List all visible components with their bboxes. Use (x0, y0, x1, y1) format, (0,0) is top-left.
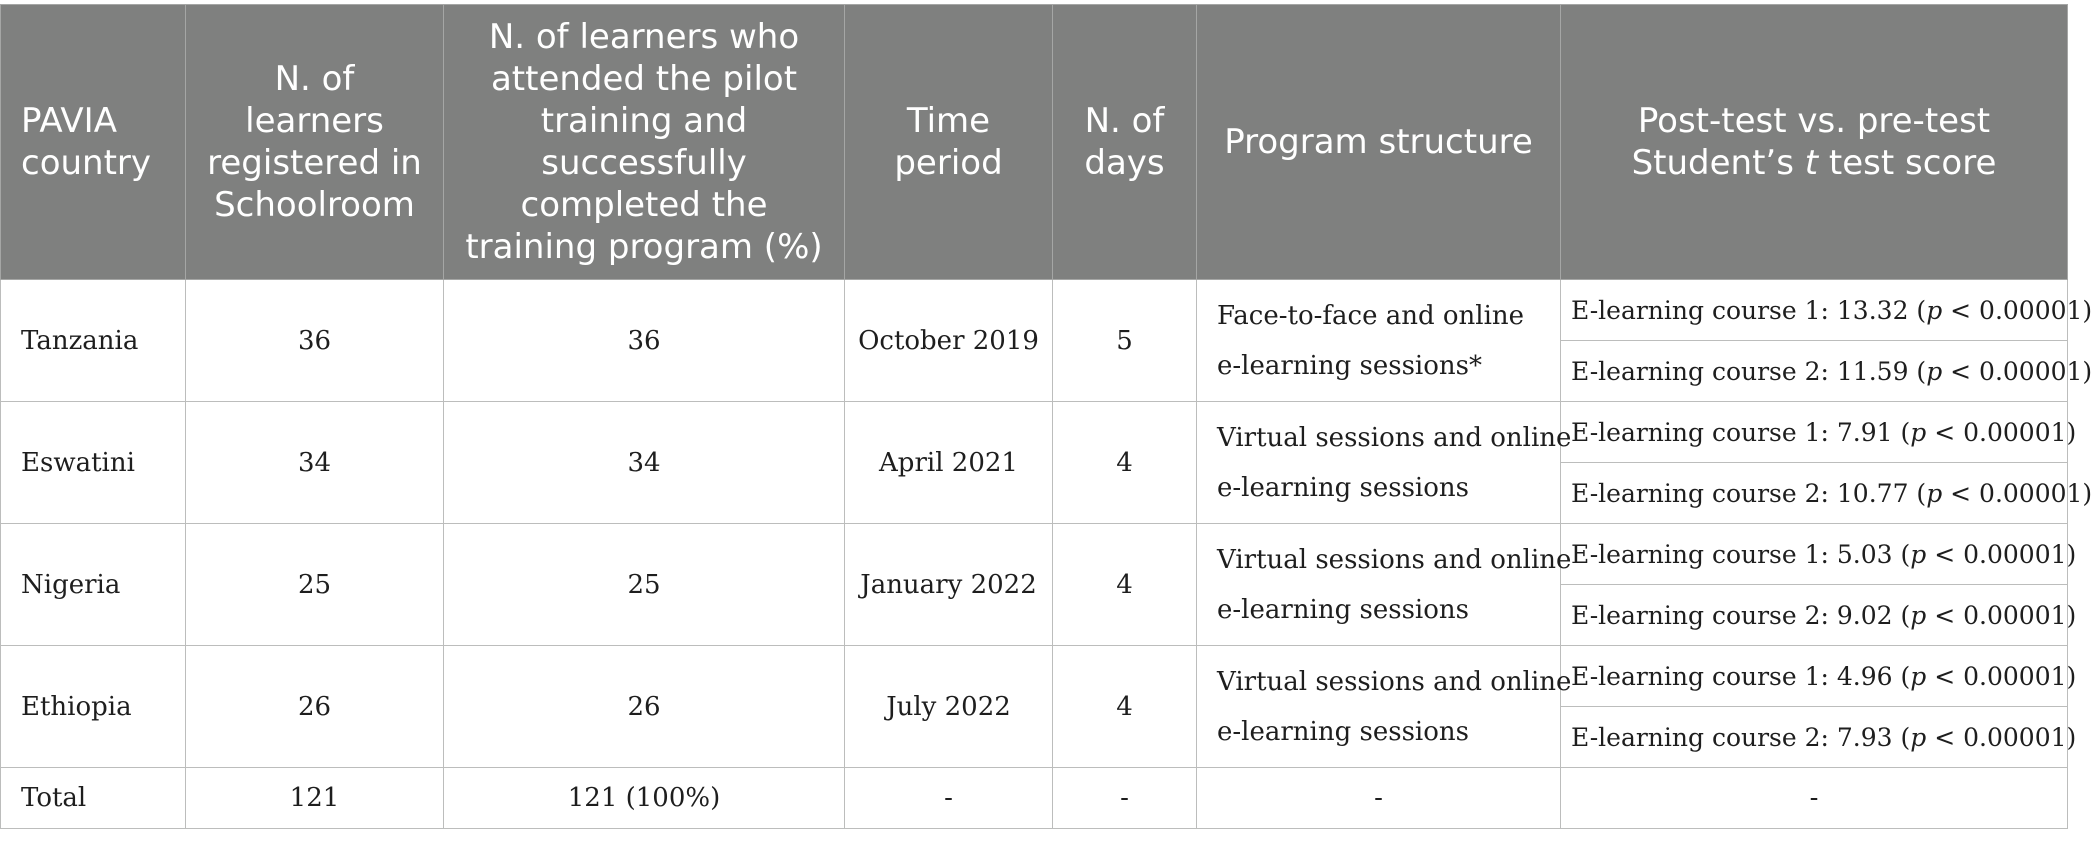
header-score-after: test score (1818, 143, 1997, 183)
cell-program-structure (1197, 402, 1572, 524)
cell-total-completed: 121 (100%) (444, 768, 845, 829)
table-row (1, 280, 2068, 341)
cell-program-structure (1197, 524, 1572, 646)
header-completed: N. of learners who attended the pilot training and successfully completed the training program (%) (444, 5, 845, 280)
cell-total-label: Total (1, 768, 186, 829)
cell-score-course-2 (1561, 463, 2092, 524)
score-tail: < 0.00001) (1942, 478, 2092, 508)
score-p: p (1926, 295, 1943, 325)
cell-total-score: - (1561, 768, 2068, 829)
cell-time-period: April 2021 (845, 402, 1053, 524)
score-tail: < 0.00001) (1942, 295, 2092, 325)
cell-days: 5 (1053, 280, 1197, 402)
cell-days: 4 (1053, 402, 1197, 524)
cell-score-course-1 (1561, 402, 2077, 463)
cell-registered: 36 (186, 280, 444, 402)
cell-days: 4 (1053, 646, 1197, 768)
header-program-structure: Program structure (1197, 5, 1561, 280)
header-days: N. of days (1053, 5, 1197, 280)
header-score (1561, 5, 2068, 280)
score-p: p (1926, 356, 1943, 386)
score-p: p (1910, 661, 1927, 691)
structure-line-2: e-learning sessions (1217, 472, 1469, 503)
cell-score-course-1 (1561, 280, 2092, 341)
cell-time-period: October 2019 (845, 280, 1053, 402)
cell-score-course-2 (1561, 341, 2092, 402)
structure-line-2: e-learning sessions (1217, 594, 1469, 625)
score-text: E-learning course 2: 7.93 ( (1571, 722, 1911, 752)
structure-line-1: Virtual sessions and online (1217, 544, 1572, 575)
header-score-before: Post-test vs. pre-test Student’s (1631, 101, 1991, 183)
score-tail: < 0.00001) (1926, 539, 2077, 569)
total-row (1, 768, 2068, 829)
cell-program-structure (1197, 280, 1561, 402)
score-tail: < 0.00001) (1926, 600, 2077, 630)
score-text: E-learning course 2: 10.77 ( (1571, 478, 1927, 508)
score-text: E-learning course 1: 13.32 ( (1571, 295, 1927, 325)
cell-score-course-1 (1561, 524, 2077, 585)
table-row (1, 402, 2068, 463)
cell-country: Eswatini (1, 402, 186, 524)
structure-line-2: e-learning sessions* (1217, 350, 1482, 381)
cell-completed: 34 (444, 402, 845, 524)
cell-country: Tanzania (1, 280, 186, 402)
header-registered: N. of learners registered in Schoolroom (186, 5, 444, 280)
cell-country: Ethiopia (1, 646, 186, 768)
structure-line-1: Virtual sessions and online (1217, 666, 1572, 697)
header-time-period: Time period (845, 5, 1053, 280)
cell-total-days: - (1053, 768, 1197, 829)
score-tail: < 0.00001) (1926, 417, 2077, 447)
score-tail: < 0.00001) (1926, 722, 2077, 752)
score-text: E-learning course 1: 4.96 ( (1571, 661, 1911, 691)
table-row (1, 524, 2068, 585)
score-text: E-learning course 1: 5.03 ( (1571, 539, 1911, 569)
score-tail: < 0.00001) (1926, 661, 2077, 691)
header-country: PAVIA country (1, 5, 186, 280)
structure-line-2: e-learning sessions (1217, 716, 1469, 747)
cell-total-structure: - (1197, 768, 1561, 829)
cell-registered: 26 (186, 646, 444, 768)
cell-completed: 25 (444, 524, 845, 646)
score-p: p (1910, 722, 1927, 752)
cell-time-period: July 2022 (845, 646, 1053, 768)
cell-total-registered: 121 (186, 768, 444, 829)
cell-completed: 26 (444, 646, 845, 768)
score-text: E-learning course 2: 11.59 ( (1571, 356, 1927, 386)
score-p: p (1910, 539, 1927, 569)
structure-line-1: Face-to-face and online (1217, 300, 1525, 331)
cell-registered: 25 (186, 524, 444, 646)
score-p: p (1910, 600, 1927, 630)
cell-score-course-2 (1561, 707, 2077, 768)
cell-completed: 36 (444, 280, 845, 402)
header-row (1, 5, 2068, 280)
score-p: p (1910, 417, 1927, 447)
structure-line-1: Virtual sessions and online (1217, 422, 1572, 453)
cell-days: 4 (1053, 524, 1197, 646)
score-tail: < 0.00001) (1942, 356, 2092, 386)
header-score-italic: t (1804, 143, 1819, 183)
cell-score-course-2 (1561, 585, 2077, 646)
cell-score-course-1 (1561, 646, 2077, 707)
cell-country: Nigeria (1, 524, 186, 646)
cell-program-structure (1197, 646, 1572, 768)
table-row (1, 646, 2068, 707)
score-p: p (1926, 478, 1943, 508)
training-results-table (0, 4, 2092, 829)
cell-time-period: January 2022 (845, 524, 1053, 646)
score-text: E-learning course 1: 7.91 ( (1571, 417, 1911, 447)
score-text: E-learning course 2: 9.02 ( (1571, 600, 1911, 630)
cell-total-period: - (845, 768, 1053, 829)
cell-registered: 34 (186, 402, 444, 524)
